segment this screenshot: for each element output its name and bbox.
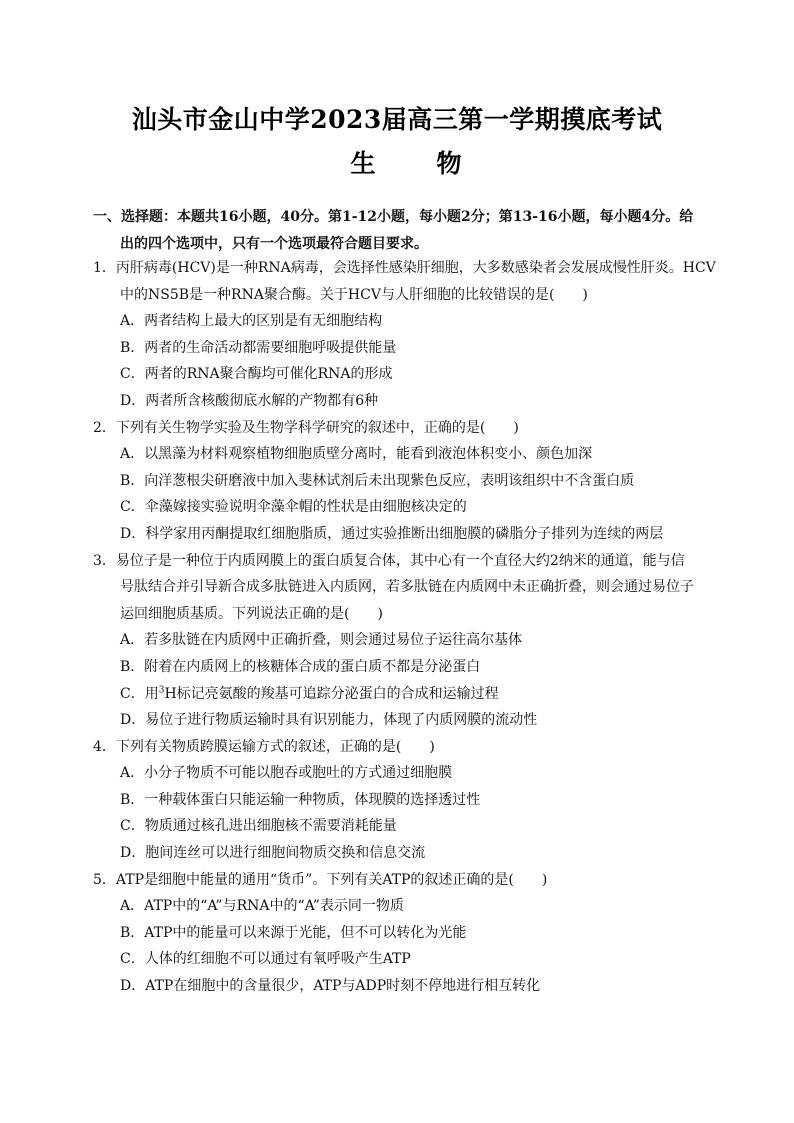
option-d: D．ATP在细胞中的含量很少，ATP与ADP时刻不停地进行相互转化 [120, 978, 541, 995]
option-c: C．人体的红细胞不可以通过有氧呼吸产生ATP [120, 951, 411, 968]
option-d: D．两者所含核酸彻底水解的产物都有6种 [120, 392, 379, 409]
section-heading [93, 204, 713, 258]
question-stem: 3．易位子是一种位于内质网膜上的蛋白质复合体，其中心有一个直径大约2纳米的通道，能与信 [93, 552, 685, 569]
question-stem: 运回细胞质基质。下列说法正确的是( ) [120, 605, 383, 622]
question-stem: 5．ATP是细胞中能量的通用“货币”。下列有关ATP的叙述正确的是( ) [93, 871, 548, 888]
option-c-text: H标记亮氨酸的羧基可追踪分泌蛋白的合成和运输过程 [164, 685, 499, 702]
questions [93, 255, 716, 1000]
option-b: B．两者的生命活动都需要细胞呼吸提供能量 [120, 339, 397, 356]
option-b: B．ATP中的能量可以来源于光能，但不可以转化为光能 [120, 924, 467, 941]
option-b: B．附着在内质网上的核糖体合成的蛋白质不都是分泌蛋白 [120, 658, 481, 675]
question-1 [93, 255, 716, 415]
question-4 [93, 734, 708, 867]
option-d: D．易位子进行物质运输时具有识别能力，体现了内质网膜的流动性 [120, 712, 538, 729]
question-5 [93, 867, 708, 1000]
section-instructions-line-2: 出的四个选项中，只有一个选项最符合题目要求。 [120, 236, 428, 252]
option-c [93, 681, 708, 708]
option-a: A．以黑藻为材料观察植物细胞质壁分离时，能看到液泡体积变小、颜色加深 [120, 446, 593, 463]
question-stem: 1．丙肝病毒(HCV)是一种RNA病毒，会选择性感染肝细胞，大多数感染者会发展成慢性肝炎。HCV [93, 260, 716, 276]
question-stem: 2．下列有关生物学实验及生物学科学研究的叙述中，正确的是( ) [93, 419, 519, 436]
option-b: B．一种载体蛋白只能运输一种物质，体现膜的选择透过性 [120, 791, 481, 808]
isotope-superscript: 3 [158, 684, 165, 695]
section-instructions-line-1: 一、选择题：本题共16小题，40分。第1-12小题，每小题2分；第13-16小题，每小题4分。给 [93, 209, 694, 225]
option-a: A．小分子物质不可能以胞吞或胞吐的方式通过细胞膜 [120, 765, 453, 782]
option-d: D．科学家用丙酮提取红细胞脂质，通过实验推断出细胞膜的磷脂分子排列为连续的两层 [120, 525, 664, 542]
option-c-prefix: C．用 [120, 685, 159, 702]
option-c: C．伞藻嫁接实验说明伞藻伞帽的性状是由细胞核决定的 [120, 499, 467, 516]
exam-title: 汕头市金山中学2023届高三第一学期摸底考试 [131, 105, 663, 134]
question-2 [93, 415, 708, 548]
option-c: C．两者的RNA聚合酶均可催化RNA的形成 [120, 366, 393, 383]
question-stem: 中的NS5B是一种RNA聚合酶。关于HCV与人肝细胞的比较错误的是( ) [120, 286, 588, 303]
option-c: C．物质通过核孔进出细胞核不需要消耗能量 [120, 818, 397, 835]
option-a: A．若多肽链在内质网中正确折叠，则会通过易位子运往高尔基体 [120, 632, 523, 649]
subject-title: 生 物 [350, 149, 480, 178]
option-a: A．ATP中的“A”与RNA中的“A”表示同一物质 [120, 898, 404, 915]
question-stem: 4．下列有关物质跨膜运输方式的叙述，正确的是( ) [93, 738, 435, 755]
question-stem: 号肽结合并引导新合成多肽链进入内质网，若多肽链在内质网中未正确折叠，则会通过易位子 [120, 579, 694, 596]
question-3 [93, 548, 708, 734]
option-a: A．两者结构上最大的区别是有无细胞结构 [120, 313, 383, 330]
option-d: D．胞间连丝可以进行细胞间物质交换和信息交流 [120, 845, 426, 862]
option-b: B．向洋葱根尖研磨液中加入斐林试剂后未出现紫色反应，表明该组织中不含蛋白质 [120, 472, 635, 489]
